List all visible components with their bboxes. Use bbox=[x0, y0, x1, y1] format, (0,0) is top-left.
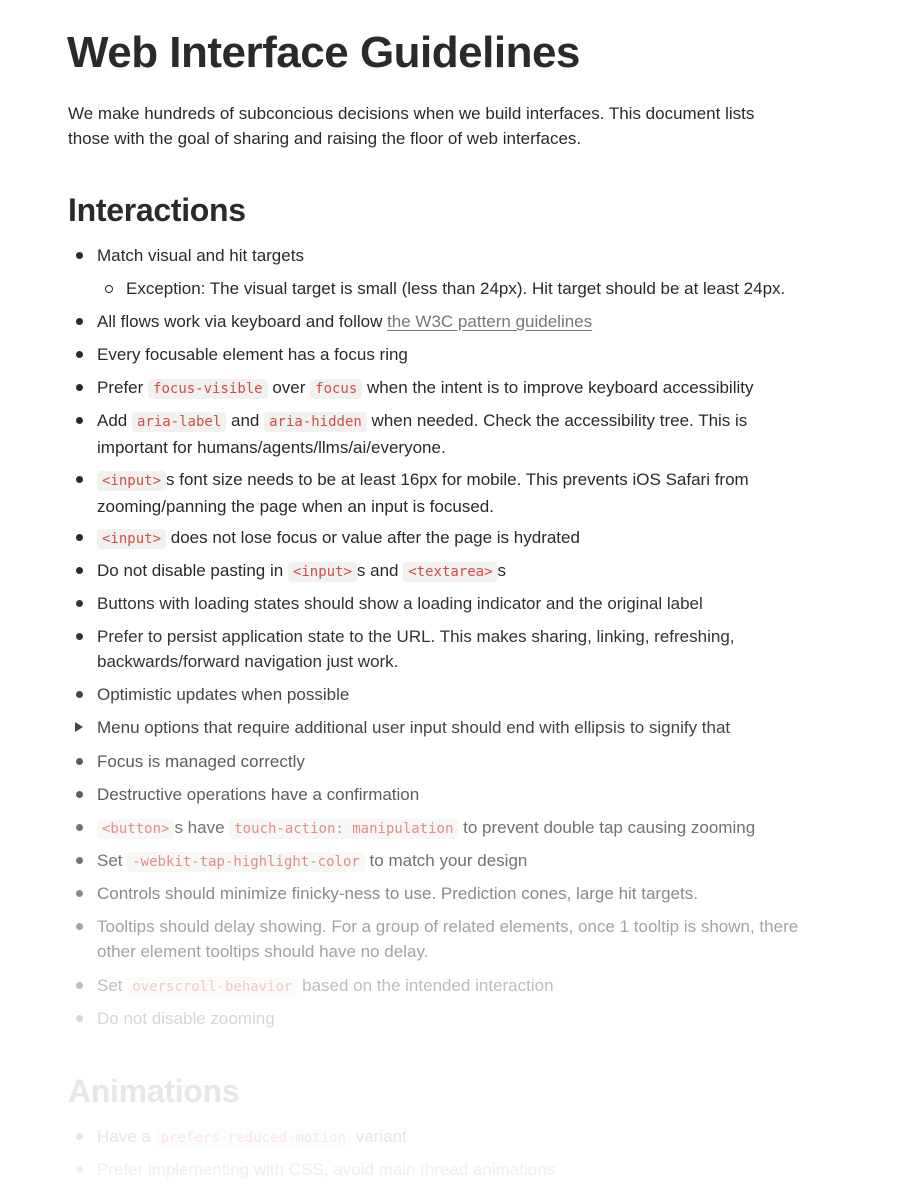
list-item: Have a prefers-reduced-motion variant bbox=[97, 1124, 812, 1151]
bullet-icon bbox=[76, 1166, 83, 1173]
bullet-icon bbox=[76, 600, 83, 607]
bullet-icon bbox=[76, 824, 83, 831]
bullet-icon bbox=[76, 1015, 83, 1022]
list-item: Do not disable zooming bbox=[97, 1006, 812, 1031]
hollow-bullet-icon bbox=[105, 285, 113, 293]
list-item: Do not disable pasting in <input> s and <textarea> s bbox=[97, 558, 812, 585]
inline-code: aria-hidden bbox=[264, 412, 367, 432]
list-item: Every focusable element has a focus ring bbox=[97, 342, 812, 367]
list-item: Tooltips should delay showing. For a group of related elements, once 1 tooltip is shown, there other element tooltips should have no delay. bbox=[97, 914, 812, 964]
section-heading-animations: Animations bbox=[68, 1073, 240, 1109]
list-item: <button> s have touch-action: manipulation to prevent double tap causing zooming bbox=[97, 815, 812, 842]
bullet-icon bbox=[76, 791, 83, 798]
bullet-icon bbox=[76, 417, 83, 424]
inline-code: focus bbox=[310, 379, 362, 399]
bullet-icon bbox=[76, 318, 83, 325]
bullet-icon bbox=[76, 476, 83, 483]
list-item: Prefer implementing with CSS, avoid main thread animations bbox=[97, 1157, 812, 1182]
list-item: Focus is managed correctly bbox=[97, 749, 812, 774]
list-item: <input> s font size needs to be at least 16px for mobile. This prevents iOS Safari from zooming/panning the page when an input is focused. bbox=[97, 467, 812, 519]
list-item: Optimistic updates when possible bbox=[97, 682, 812, 707]
inline-code: <button> bbox=[97, 819, 174, 839]
list-item: <input> does not lose focus or value after the page is hydrated bbox=[97, 525, 812, 552]
bullet-icon bbox=[76, 982, 83, 989]
section-heading-interactions: Interactions bbox=[68, 192, 246, 228]
list-item: Prefer focus-visible over focus when the intent is to improve keyboard accessibility bbox=[97, 375, 812, 402]
inline-code: <input> bbox=[97, 471, 166, 491]
bullet-icon bbox=[76, 923, 83, 930]
list-item: Controls should minimize finicky-ness to use. Prediction cones, large hit targets. bbox=[97, 881, 812, 906]
intro-paragraph: We make hundreds of subconcious decisions when we build interfaces. This document lists those with the goal of sharing and raising the floor of web interfaces. bbox=[68, 104, 755, 148]
bullet-icon bbox=[76, 633, 83, 640]
list-item: Prefer to persist application state to the URL. This makes sharing, linking, refreshing, backwards/forward navigation just work. bbox=[97, 624, 812, 674]
inline-code: prefers-reduced-motion bbox=[156, 1128, 351, 1148]
list-item: Add aria-label and aria-hidden when needed. Check the accessibility tree. This is important for humans/agents/llms/ai/everyone. bbox=[97, 408, 812, 460]
list-item: Match visual and hit targets bbox=[97, 243, 812, 268]
list-item: Set -webkit-tap-highlight-color to match your design bbox=[97, 848, 812, 875]
page-title: Web Interface Guidelines bbox=[67, 28, 580, 77]
inline-code: -webkit-tap-highlight-color bbox=[127, 852, 365, 872]
bullet-icon bbox=[76, 890, 83, 897]
bullet-icon bbox=[76, 252, 83, 259]
list-item: Destructive operations have a confirmation bbox=[97, 782, 812, 807]
inline-code: focus-visible bbox=[148, 379, 268, 399]
inline-code: touch-action: manipulation bbox=[229, 819, 458, 839]
list-item: Buttons with loading states should show a loading indicator and the original label bbox=[97, 591, 812, 616]
bullet-icon bbox=[76, 534, 83, 541]
bullet-icon bbox=[76, 691, 83, 698]
list-item: All flows work via keyboard and follow the W3C pattern guidelines bbox=[97, 309, 812, 334]
sub-list-item: Exception: The visual target is small (less than 24px). Hit target should be at least 24px. bbox=[126, 276, 816, 301]
toggle-triangle-icon[interactable] bbox=[75, 722, 83, 732]
bullet-icon bbox=[76, 567, 83, 574]
toggle-list-item[interactable]: Menu options that require additional user input should end with ellipsis to signify that bbox=[97, 715, 812, 740]
inline-code: <input> bbox=[97, 529, 166, 549]
inline-code: aria-label bbox=[132, 412, 226, 432]
bullet-icon bbox=[76, 384, 83, 391]
bullet-icon bbox=[76, 758, 83, 765]
inline-code: <input> bbox=[288, 562, 357, 582]
bullet-icon bbox=[76, 857, 83, 864]
list-item: Set overscroll-behavior based on the intended interaction bbox=[97, 973, 812, 1000]
inline-code: <textarea> bbox=[403, 562, 497, 582]
inline-code: overscroll-behavior bbox=[127, 977, 297, 997]
bullet-icon bbox=[76, 351, 83, 358]
bullet-icon bbox=[76, 1133, 83, 1140]
w3c-pattern-guidelines-link[interactable]: the W3C pattern guidelines bbox=[387, 312, 593, 331]
